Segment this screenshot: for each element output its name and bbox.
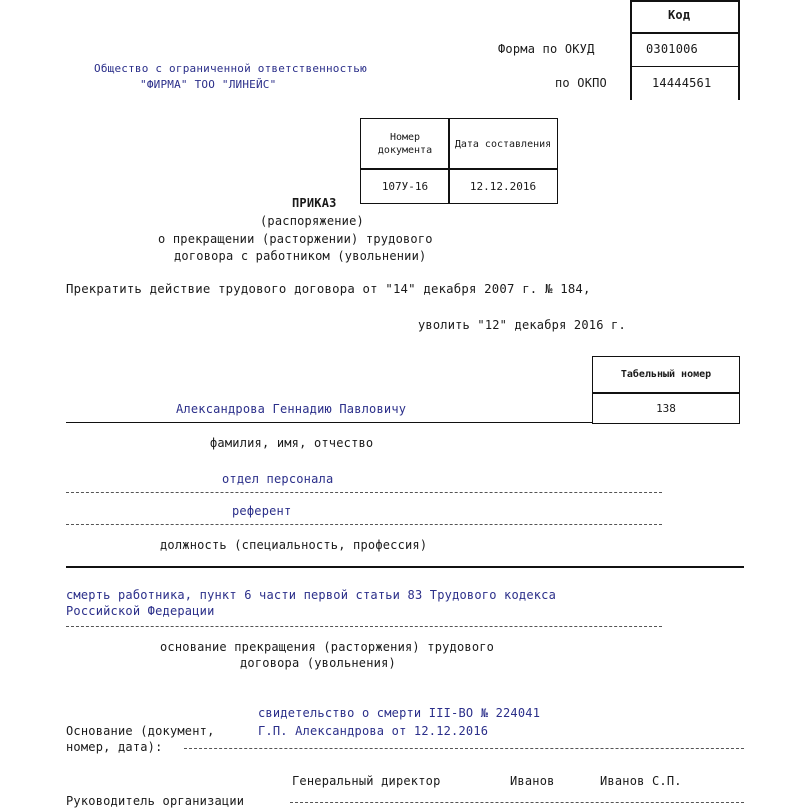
head-label: Руководитель организации [66,794,245,808]
doc-date-header: Дата составления [454,138,552,150]
terminate-line: Прекратить действие трудового договора от "14" декабря 2007 г. № 184, [66,282,591,296]
basis-label1: Основание (документ, [66,724,215,738]
employee-department: отдел персонала [222,472,334,486]
employee-name-caption: фамилия, имя, отчество [210,436,374,450]
signature-decoded: Иванов С.П. [600,774,682,788]
organization-line2: "ФИРМА" ТОО "ЛИНЕЙС" [140,78,277,91]
codes-right-border [738,0,740,100]
reason-line2: Российской Федерации [66,604,215,618]
okpo-value: 14444561 [652,76,712,90]
order-desc-line2: договора с работником (увольнении) [174,249,427,263]
reason-caption1: основание прекращения (расторжения) трудового [160,640,495,654]
reason-dashed-line [66,626,662,627]
tab-number-value: 138 [656,401,676,415]
tab-number-header: Табельный номер [620,368,712,380]
reason-caption2: договора (увольнения) [240,656,396,670]
doc-number-header: Номер документа [377,132,433,156]
dismiss-line: уволить "12" декабря 2016 г. [418,318,626,332]
position-caption: должность (специальность, профессия) [160,538,428,552]
order-desc-line1: о прекращении (расторжении) трудового [158,232,433,246]
doc-number-value: 107У-16 [381,179,429,193]
reason-line1: смерть работника, пункт 6 части первой статьи 83 Трудового кодекса [66,588,557,602]
codes-header: Код [668,8,691,22]
basis-dashed-line [184,748,744,749]
codes-top-border [630,0,740,2]
employee-position: референт [232,504,292,518]
organization-line1: Общество с ограниченной ответственностью [94,62,367,75]
signature-sign: Иванов [510,774,555,788]
department-dashed-line [66,492,662,493]
basis-label2: номер, дата): [66,740,163,754]
employee-name: Александрова Геннадию Павловичу [176,402,407,416]
okud-value: 0301006 [646,42,698,56]
signature-dashed-line [290,802,744,803]
codes-divider-2 [630,66,740,67]
basis-document-line2: Г.П. Александрова от 12.12.2016 [258,724,489,738]
order-subtitle: (распоряжение) [260,214,364,228]
position-dashed-line [66,524,662,525]
section-separator [66,566,744,568]
okud-label: Форма по ОКУД [498,42,595,56]
codes-divider [630,32,740,34]
codes-left-border [630,0,632,100]
basis-document-line1: свидетельство о смерти III-ВО № 224041 [258,706,541,720]
order-title: ПРИКАЗ [292,196,337,210]
doc-date-value: 12.12.2016 [469,179,537,193]
employee-name-line [66,422,592,423]
signature-position: Генеральный директор [292,774,441,788]
okpo-label: по ОКПО [555,76,607,90]
